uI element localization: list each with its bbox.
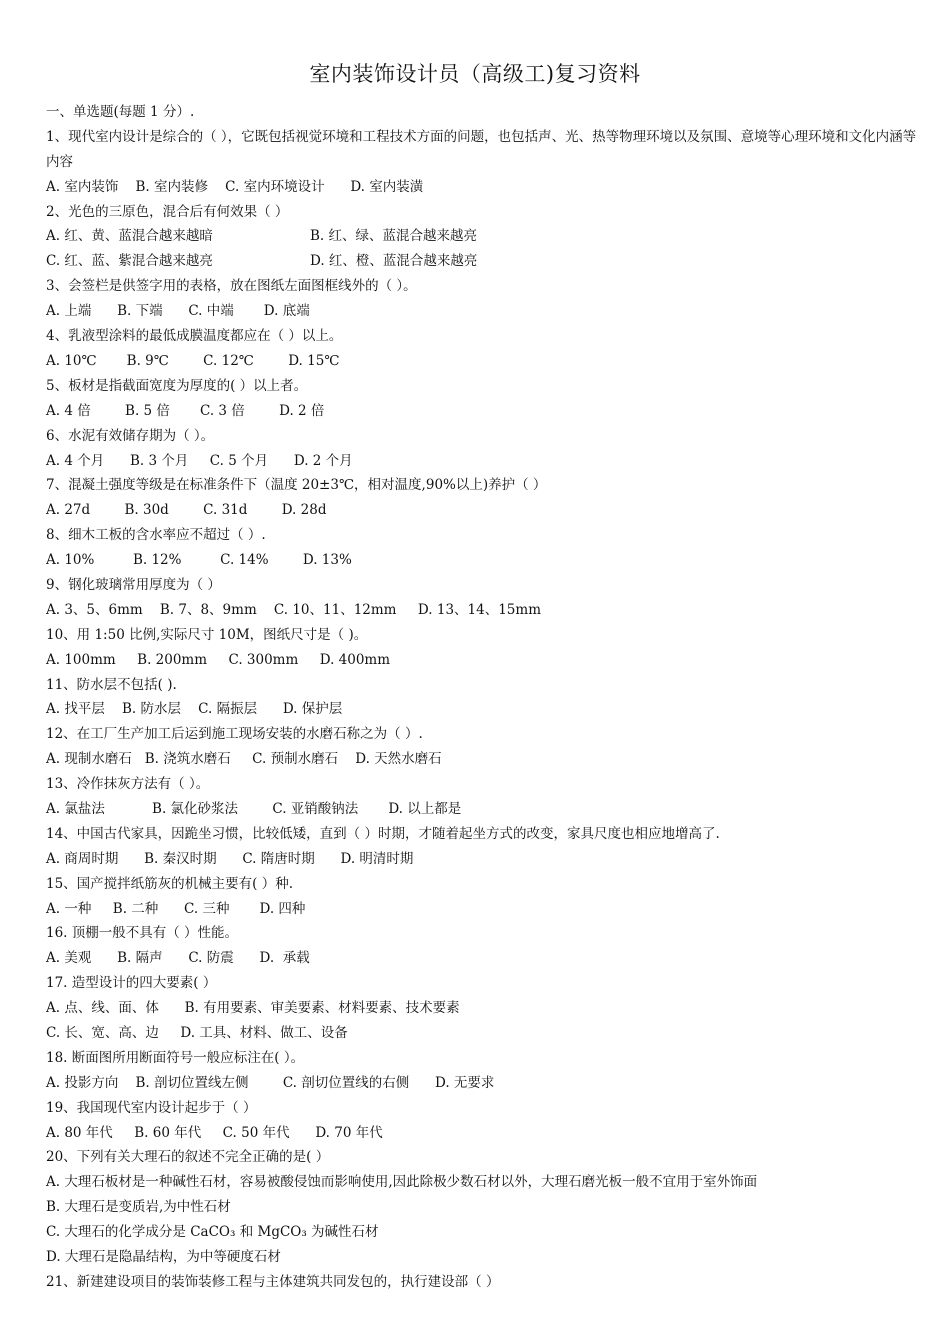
question-12: 12、在工厂生产加工后运到施工现场安装的水磨石称之为（ ）. bbox=[46, 726, 423, 743]
question-2: 2、光色的三原色，混合后有何效果（ ） bbox=[46, 203, 289, 220]
options-14: A. 商周时期 B. 秦汉时期 C. 隋唐时期 D. 明清时期 bbox=[46, 850, 414, 867]
question-10: 10、用 1:50 比例,实际尺寸 10M，图纸尺寸是（ )。 bbox=[46, 626, 368, 643]
options-10: A. 100mm B. 200mm C. 300mm D. 400mm bbox=[46, 651, 391, 668]
options-1: A. 室内装饰 B. 室内装修 C. 室内环境设计 D. 室内装潢 bbox=[46, 178, 424, 195]
question-9: 9、钢化玻璃常用厚度为（ ） bbox=[46, 576, 221, 593]
option-2b: B. 红、绿、蓝混合越来越亮 bbox=[310, 228, 478, 245]
question-14: 14、中国古代家具，因跪坐习惯，比较低矮，直到（ ）时期，才随着起坐方式的改变，家具尺度也相应地增高了. bbox=[46, 825, 720, 842]
option-2d: D. 红、橙、蓝混合越来越亮 bbox=[310, 253, 478, 270]
question-15: 15、国产搅拌纸筋灰的机械主要有( ）种. bbox=[46, 875, 294, 892]
options-11: A. 找平层 B. 防水层 C. 隔振层 D. 保护层 bbox=[46, 701, 343, 718]
option-20c: C. 大理石的化学成分是 CaCO₃ 和 MgCO₃ 为碱性石材 bbox=[46, 1224, 379, 1241]
question-16: 16. 顶棚一般不具有（ ）性能。 bbox=[46, 925, 239, 942]
question-17: 17. 造型设计的四大要素( ） bbox=[46, 975, 217, 992]
options-6: A. 4 个月 B. 3 个月 C. 5 个月 D. 2 个月 bbox=[46, 452, 353, 469]
option-20b: B. 大理石是变质岩,为中性石材 bbox=[46, 1199, 231, 1216]
option-20d: D. 大理石是隐晶结构，为中等硬度石材 bbox=[46, 1249, 281, 1265]
question-4: 4、乳液型涂料的最低成膜温度都应在（ ）以上。 bbox=[46, 328, 343, 345]
options-7: A. 27d B. 30d C. 31d D. 28d bbox=[46, 502, 327, 519]
question-7: 7、混凝土强度等级是在标准条件下（温度 20±3℃，相对温度,90%以上)养护（ ） bbox=[46, 477, 547, 494]
section-heading: 一、单选题(每题 1 分）. bbox=[46, 104, 195, 120]
question-13: 13、冷作抹灰方法有（ ）。 bbox=[46, 776, 210, 793]
question-1: 1、现代室内设计是综合的（ ），它既包括视觉环境和工程技术方面的问题，也包括声、光、热等物理环境以及氛围、意境等心理环境和文化内涵等内容 bbox=[46, 128, 917, 170]
options-3: A. 上端 B. 下端 C. 中端 D. 底端 bbox=[46, 303, 310, 320]
question-6: 6、水泥有效储存期为（ ）。 bbox=[46, 427, 215, 444]
options-8: A. 10% B. 12% C. 14% D. 13% bbox=[46, 552, 352, 569]
question-11: 11、防水层不包括( ). bbox=[46, 676, 177, 693]
document-title: 室内装饰设计员（高级工)复习资料 bbox=[309, 62, 641, 86]
options-17-row-1: A. 点、线、面、体 B. 有用要素、审美要素、材料要素、技术要素 bbox=[46, 1000, 460, 1017]
options-17-row-2: C. 长、宽、高、边 D. 工具、材料、做工、设备 bbox=[46, 1024, 348, 1041]
question-3: 3、会签栏是供签字用的表格，放在图纸左面图框线外的（ ）。 bbox=[46, 278, 417, 295]
question-5: 5、板材是指截面宽度为厚度的( ）以上者。 bbox=[46, 377, 308, 394]
options-19: A. 80 年代 B. 60 年代 C. 50 年代 D. 70 年代 bbox=[46, 1124, 383, 1141]
question-18: 18. 断面图所用断面符号一般应标注在( ）。 bbox=[46, 1049, 305, 1066]
options-2-row-2 bbox=[46, 249, 918, 274]
question-21: 21、新建建设项目的装饰装修工程与主体建筑共同发包的，执行建设部（ ） bbox=[46, 1273, 500, 1290]
document-body bbox=[46, 100, 918, 1295]
options-2-row-1 bbox=[46, 224, 918, 249]
options-16: A. 美观 B. 隔声 C. 防震 D. 承载 bbox=[46, 950, 310, 967]
options-13: A. 氯盐法 B. 氯化砂浆法 C. 亚销酸钠法 D. 以上都是 bbox=[46, 800, 462, 817]
options-12: A. 现制水磨石 B. 浇筑水磨石 C. 预制水磨石 D. 天然水磨石 bbox=[46, 751, 442, 768]
question-20: 20、下列有关大理石的叙述不完全正确的是( ） bbox=[46, 1149, 330, 1166]
options-5: A. 4 倍 B. 5 倍 C. 3 倍 D. 2 倍 bbox=[46, 402, 325, 419]
option-20a: A. 大理石板材是一种碱性石材，容易被酸侵蚀而影响使用,因此除极少数石材以外，大理石磨光板一般不宜用于室外饰面 bbox=[46, 1174, 758, 1191]
options-18: A. 投影方向 B. 剖切位置线左侧 C. 剖切位置线的右侧 D. 无要求 bbox=[46, 1074, 495, 1091]
options-4: A. 10℃ B. 9℃ C. 12℃ D. 15℃ bbox=[46, 352, 340, 369]
option-2a: A. 红、黄、蓝混合越来越暗 bbox=[46, 228, 213, 245]
options-9: A. 3、5、6mm B. 7、8、9mm C. 10、11、12mm D. 13、14、15mm bbox=[46, 601, 541, 618]
option-2c: C. 红、蓝、紫混合越来越亮 bbox=[46, 253, 213, 270]
question-8: 8、细木工板的含水率应不超过（ ）. bbox=[46, 527, 266, 544]
options-15: A. 一种 B. 二种 C. 三种 D. 四种 bbox=[46, 900, 306, 917]
question-19: 19、我国现代室内设计起步于（ ） bbox=[46, 1099, 257, 1116]
